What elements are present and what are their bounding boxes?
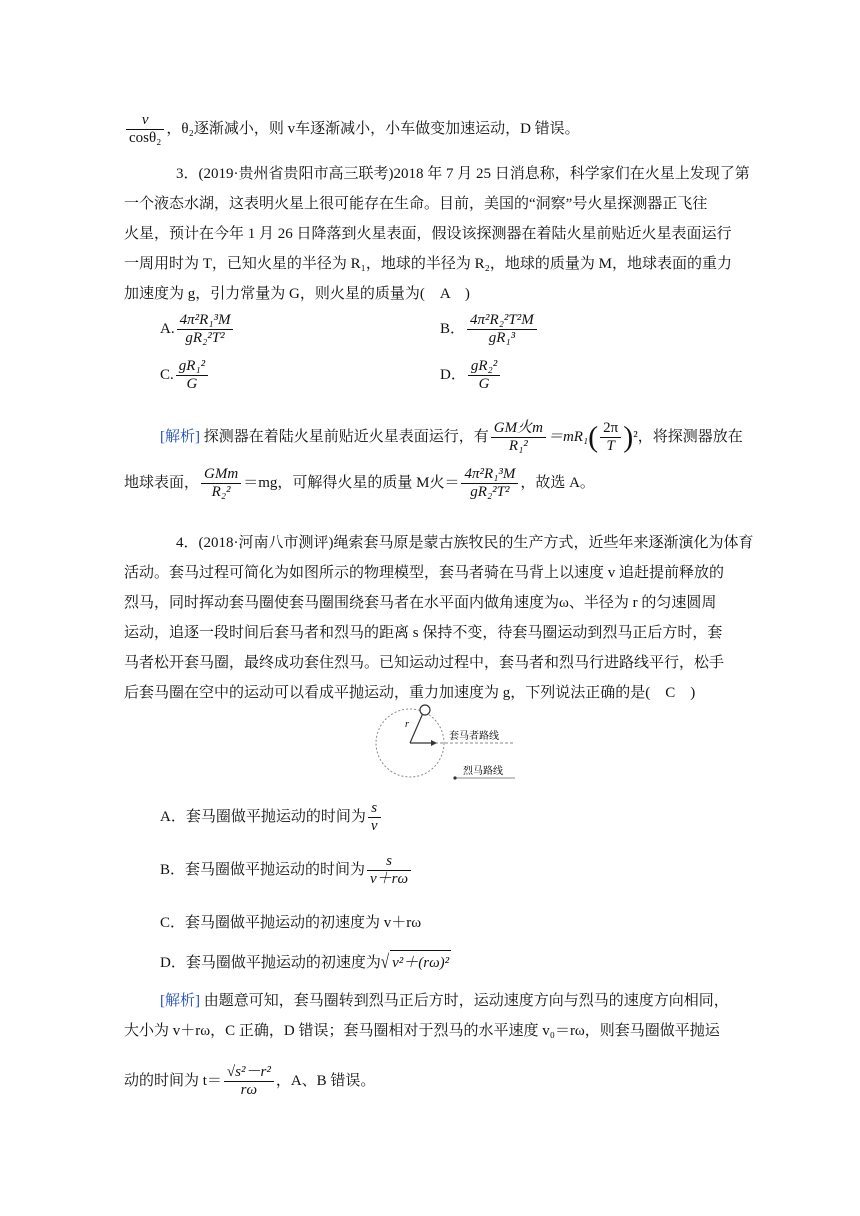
top-text: ，θ₂逐渐减小，则 v车逐渐减小，小车做变加速运动，D 错误。 xyxy=(166,120,580,137)
velocity-arrowhead xyxy=(431,740,437,746)
analysis-label: [解析] xyxy=(160,993,200,1009)
q4-option-a: A．套马圈做平抛运动的时间为 $\frac{s}{v}$ xyxy=(160,800,383,835)
q3-option-a: A. $\frac{\text{4π²R₁³M}}{\text{gR₂²T²}}$ xyxy=(160,312,235,347)
q4-stem-line-4: 运动，追逐一段时间后套马者和烈马的距离 s 保持不变，待套马圈运动到烈马正后方时，套 xyxy=(124,625,723,641)
q3-analysis-line-1: [解析] 探测器在着陆火星前贴近火星表面运行，有 $\frac{\text{GM火m}}{\text{R₁²}}$ ＝mR₁( $\frac{2\pi}{T}$ )²，将探测器放在 xyxy=(160,420,743,454)
horse-path-label: 烈马路线 xyxy=(463,766,503,777)
q4-stem-line-6: 后套马圈在空中的运动可以看成平抛运动，重力加速度为 g，下列说法正确的是( C ) xyxy=(124,685,696,701)
q4-analysis-line-1: [解析] 由题意可知，套马圈转到烈马正后方时，运动速度方向与烈马的速度方向相同， xyxy=(160,993,729,1009)
radius-line xyxy=(410,713,423,743)
q3-option-b-fraction: $\frac{\text{4π²R₂²T²M}}{\text{gR₁³}}$ xyxy=(467,312,537,347)
q4-analysis-line-3: 动的时间为 t＝ $\frac{\text{√s²－r²}}{r\omega}$ ，A、B 错误。 xyxy=(124,1064,376,1098)
q3-option-c: C. $\frac{\text{gR₁²}}{G}$ xyxy=(160,358,210,393)
q4-option-c: C．套马圈做平抛运动的初速度为 v＋rω xyxy=(160,915,422,931)
q3-analysis-fraction-3: $\frac{\text{4π²R₁³M}}{\text{gR₂²T²}}$ xyxy=(461,466,518,501)
q4-option-d: D．套马圈做平抛运动的初速度为√ v²＋(rω)² xyxy=(160,950,451,972)
analysis-label: [解析] xyxy=(160,428,200,445)
q3-analysis-period-fraction: $\frac{2\pi}{T}$ xyxy=(600,420,621,455)
q3-stem-line-5: 加速度为 g，引力常量为 G，则火星的质量为( A ) xyxy=(124,286,470,302)
q4-option-d-radicand: v²＋(rω)² xyxy=(390,950,451,972)
top-continuation xyxy=(124,112,580,147)
q4-option-b-fraction: $\frac{s}{v+r\omega}$ xyxy=(367,853,411,888)
q3-option-c-fraction: $\frac{\text{gR₁²}}{G}$ xyxy=(176,358,208,393)
lasso-ring xyxy=(420,705,430,715)
q3-option-d: D． $\frac{\text{gR₂²}}{G}$ xyxy=(440,358,502,393)
q4-stem-line-5: 马者松开套马圈，最终成功套住烈马。已知运动过程中，套马者和烈马行进路线平行，松手 xyxy=(124,655,725,671)
q3-option-a-fraction: $\frac{\text{4π²R₁³M}}{\text{gR₂²T²}}$ xyxy=(177,312,234,347)
q3-stem-line-2: 一个液态水湖，这表明火星上很可能存在生命。目前，美国的“洞察”号火星探测器正飞往 xyxy=(124,196,708,212)
fraction-v-over-cos: $\frac{v}{\text{cosθ₂}}$ xyxy=(126,112,164,147)
q3-option-d-fraction: $\frac{\text{gR₂²}}{G}$ xyxy=(468,358,500,393)
q3-analysis-fraction-1: $\frac{\text{GM火m}}{\text{R₁²}}$ xyxy=(491,420,546,455)
lasso-diagram xyxy=(345,703,525,783)
q4-analysis-line-2: 大小为 v＋rω，C 正确，D 错误；套马圈相对于烈马的水平速度 v₀＝rω，则套马圈做平抛运 xyxy=(124,1023,720,1039)
q3-analysis-line-2: 地球表面， $\frac{\text{GMm}}{\text{R₂²}}$ ＝mg，可解得火星的质量 M火＝ $\frac{\text{4π²R₁³M}}{\text{gR₂²T²}}$ ，故选 A。 xyxy=(124,466,595,500)
sqrt-sign: √ xyxy=(380,952,390,974)
q3-analysis-fraction-2: $\frac{\text{GMm}}{\text{R₂²}}$ xyxy=(201,466,241,501)
q4-stem-line-2: 活动。套马过程可简化为如图所示的物理模型，套马者骑在马背上以速度 v 追赶提前释放的 xyxy=(124,565,725,581)
radius-label: r xyxy=(405,719,409,730)
horse-dot xyxy=(453,776,456,779)
q3-stem-line-3: 火星，预计在今年 1 月 26 日降落到火星表面，假设该探测器在着陆火星前贴近火星表面运行 xyxy=(124,226,732,242)
q4-option-b: B．套马圈做平抛运动的时间为 $\frac{s}{v+r\omega}$ xyxy=(160,853,413,888)
q4-analysis-fraction: $\frac{\text{√s²－r²}}{r\omega}$ xyxy=(224,1064,274,1099)
q4-stem-line-1: 4．(2018·河南八市测评)绳索套马原是蒙古族牧民的生产方式，近些年来逐渐演化为体育 xyxy=(176,535,754,551)
q3-stem-line-4: 一周用时为 T，已知火星的半径为 R₁，地球的半径为 R₂，地球的质量为 M，地球表面的重力 xyxy=(124,256,732,272)
q3-stem-line-1: 3．(2019·贵州省贵阳市高三联考)2018 年 7 月 25 日消息称，科学家们在火星上发现了第 xyxy=(176,166,750,182)
q4-option-a-fraction: $\frac{s}{v}$ xyxy=(368,800,381,835)
q4-stem-line-3: 烈马，同时挥动套马圈使套马圈围绕套马者在水平面内做角速度为ω、半径为 r 的匀速圆周 xyxy=(124,595,717,611)
rider-path-label: 套马者路线 xyxy=(449,731,499,742)
q3-option-b: B． $\frac{\text{4π²R₂²T²M}}{\text{gR₁³}}$ xyxy=(440,312,539,347)
